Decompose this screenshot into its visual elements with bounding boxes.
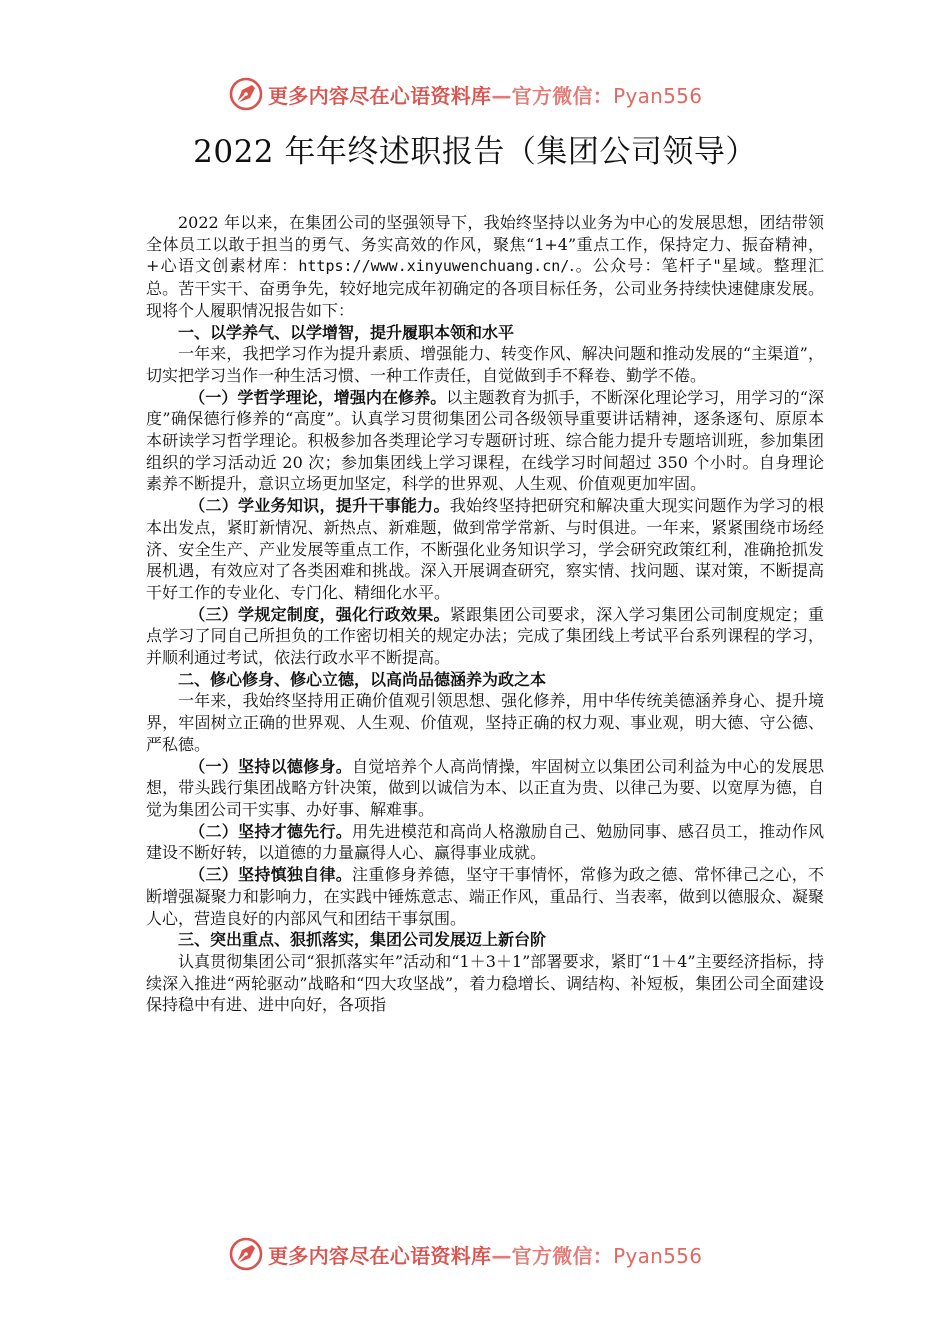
section-2-item-3 [146, 864, 824, 929]
section-2-item-1-text: 自觉培养个人高尚情操，牢固树立以集团公司利益为中心的发展思想，带头践行集团战略方针决策，做到以诚信为本、以正直为贵、以律己为要、以宽厚为德，自觉为集团公司干实事、办好事、解难事。 [146, 756, 824, 819]
footer-banner[interactable] [228, 1234, 748, 1274]
section-2-item-3-lead: （三）坚持慎独自律。 [189, 865, 353, 885]
section-1-item-3-lead: （三）学规定制度，强化行政效果。 [189, 604, 450, 624]
section-1-item-2-lead: （二）学业务知识，提升干事能力。 [189, 496, 450, 516]
section-1-item-2 [146, 495, 824, 604]
section-2-item-3-text: 注重修身养德，坚守干事情怀，常修为政之德、常怀律己之心，不断增强凝聚力和影响力，在实践中锤炼意志、端正作风，重品行、当表率，做到以德服众、凝聚人心，营造良好的内部风气和团结干事氛围。 [146, 865, 824, 928]
section-3-heading: 三、突出重点、狠抓落实，集团公司发展迈上新台阶 [178, 930, 547, 950]
section-2-paragraph: 一年来，我始终坚持用正确价值观引领思想、强化修养，用中华传统美德涵养身心、提升境界，牢固树立正确的世界观、人生观、价值观，坚持正确的权力观、事业观，明大德、守公德、严私德。 [146, 691, 824, 754]
section-1-item-3-text: 紧跟集团公司要求，深入学习集团公司制度规定；重点学习了同自己所担负的工作密切相关的规定办法；完成了集团线上考试平台系列课程的学习，并顺利通过考试，依法行政水平不断提高。 [146, 604, 824, 668]
banner-wechat-id: Pyan556 [613, 83, 703, 108]
document-body [146, 212, 824, 1016]
pen-nib-logo-icon [228, 76, 264, 112]
intro-url[interactable]: https://www.xinyuwenchuang.cn/ [298, 257, 570, 276]
banner-separator: —官方微信： [491, 1243, 614, 1268]
section-1-heading: 一、以学养气、以学增智，提升履职本领和水平 [178, 322, 515, 342]
banner-separator: —官方微信： [491, 83, 614, 108]
section-2-item-1 [146, 756, 824, 821]
header-banner[interactable] [228, 74, 748, 114]
banner-text [268, 1240, 702, 1269]
section-1-item-2-text: 我始终坚持把研究和解决重大现实问题作为学习的根本出发点，紧盯新情况、新热点、新难题，做到常学常新、与时俱进。一年来，紧紧围绕市场经济、安全生产、产业发展等重点工作，不断强化业务知识学习，学会研究政策红利，准确抢抓发展机遇，有效应对了各类困难和挑战。深入开展调查研究，察实情、找问题、谋对策，不断提高干好工作的专业化、专门化、精细化水平。 [146, 496, 824, 602]
banner-main-text: 更多内容尽在心语资料库 [268, 1243, 492, 1268]
section-1-item-1-text: 以主题教育为抓手，不断深化理论学习，用学习的“深度”确保德行修养的“高度”。认真学习贯彻集团公司各级领导重要讲话精神，逐条逐句、原原本本研读学习哲学理论。积极参加各类理论学习专题研讨班、综合能力提升专题培训班，参加集团组织的学习活动近 20 次；参加集团线上学习课程，在线学习时间超过 350 个小时。自身理论素养不断提升，意识立场更加坚定，科学的世界观、人生观、价值观更加牢固。 [146, 387, 824, 494]
section-2-item-2-lead: （二）坚持才德先行。 [189, 821, 353, 841]
pen-nib-logo-icon [228, 1236, 264, 1272]
section-3-paragraph: 认真贯彻集团公司“狠抓落实年”活动和“1＋3＋1”部署要求，紧盯“1＋4”主要经济指标，持续深入推进“两轮驱动”战略和“四大攻坚战”，着力稳增长、调结构、补短板，集团公司全面建设保持稳中有进、进中向好，各项指 [146, 951, 824, 1015]
section-1-item-1-lead: （一）学哲学理论，增强内在修养。 [189, 387, 447, 407]
section-2-item-2-text: 用先进模范和高尚人格激励自己、勉励同事、感召员工，推动作风建设不断好转，以道德的力量赢得人心、赢得事业成就。 [146, 821, 824, 863]
intro-paragraph [146, 212, 824, 322]
banner-wechat-id: Pyan556 [613, 1243, 703, 1268]
section-2-heading: 二、修心修身、修心立德，以高尚品德涵养为政之本 [178, 669, 547, 689]
intro-text-a: 2022 年以来，在集团公司的坚强领导下，我始终坚持以业务为中心的发展思想，团结带领全体员工以敢于担当的勇气、务实高效的作风，聚焦“1+4”重点工作，保持定力、振奋精神，+心语文创素材库： [146, 213, 824, 276]
document-title: 2022 年年终述职报告（集团公司领导） [193, 134, 757, 170]
section-2-item-2 [146, 821, 824, 864]
section-2-item-1-lead: （一）坚持以德修身。 [189, 756, 353, 776]
intro-text-b: .。公众号：笔杆子"星域。整理汇总。苦干实干、奋勇争先，较好地完成年初确定的各项目标任务，公司业务持续快速健康发展。现将个人履职情况报告如下： [146, 256, 824, 320]
section-1-item-1 [146, 387, 824, 496]
banner-main-text: 更多内容尽在心语资料库 [268, 83, 492, 108]
section-1-item-3 [146, 604, 824, 669]
section-1-paragraph: 一年来，我把学习作为提升素质、增强能力、转变作风、解决问题和推动发展的“主渠道”，切实把学习当作一种生活习惯、一种工作责任，自觉做到手不释卷、勤学不倦。 [146, 344, 824, 385]
banner-text [268, 80, 702, 109]
